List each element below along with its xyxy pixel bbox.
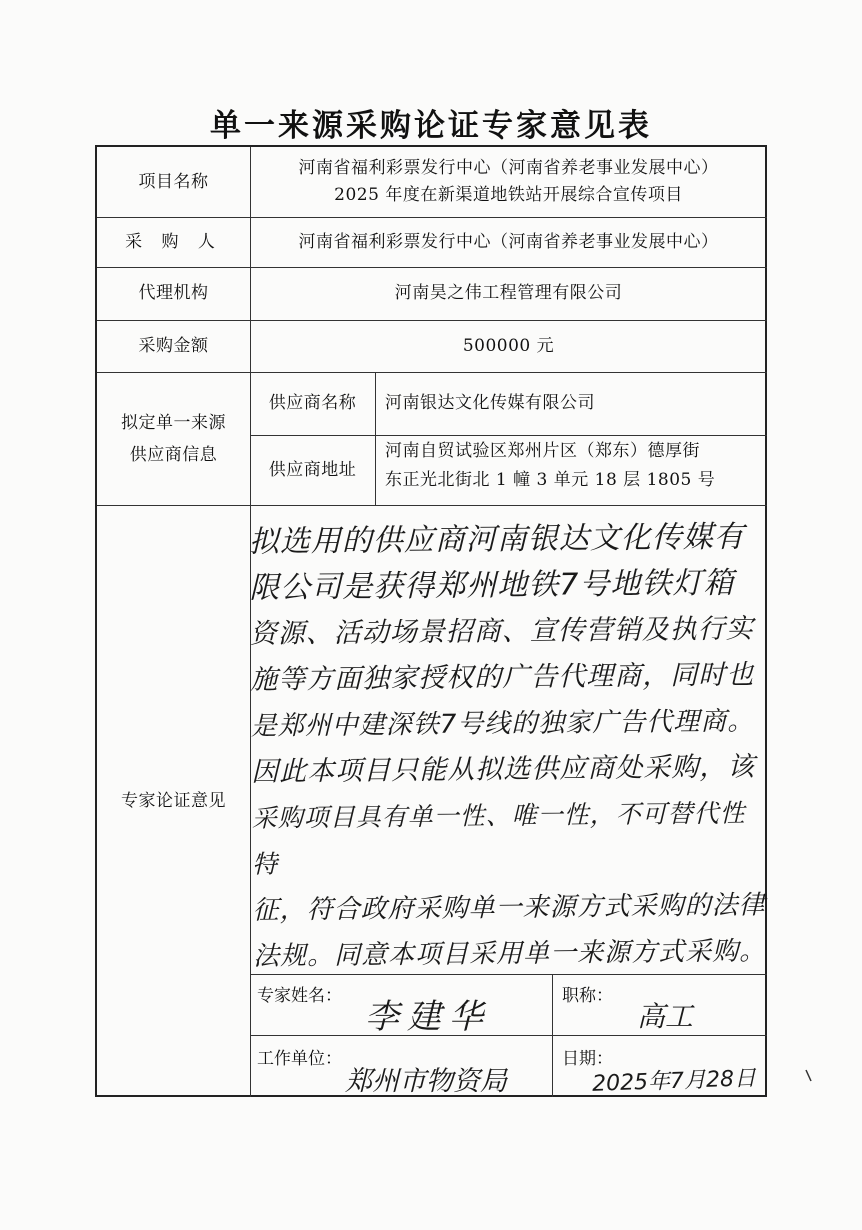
expert-signature: 李建华 xyxy=(365,997,491,1037)
work-unit-label: 工作单位： xyxy=(257,1049,342,1069)
date-label: 日期： xyxy=(562,1049,613,1069)
supplier-address-label: 供应商地址 xyxy=(268,459,357,480)
supplier-info-label-line-1: 拟定单一来源 xyxy=(121,412,226,433)
project-name-line-1: 河南省福利彩票发行中心（河南省养老事业发展中心） xyxy=(298,158,719,178)
purchaser-label: 采 购 人 xyxy=(125,231,222,252)
amount-value: 500000 元 xyxy=(462,335,555,356)
opinion-line: 资源、活动场景招商、宣传营销及执行实 xyxy=(249,613,754,650)
opinion-line: 征，符合政府采购单一来源方式采购的法律 xyxy=(252,890,766,926)
supplier-info-label-line-2: 供应商信息 xyxy=(129,444,218,465)
opinion-line: 拟选用的供应商河南银达文化传媒有 xyxy=(248,519,745,560)
supplier-name-value: 河南银达文化传媒有限公司 xyxy=(385,393,595,413)
opinion-line: 法规。同意本项目采用单一来源方式采购。 xyxy=(253,936,767,972)
purchaser-value: 河南省福利彩票发行中心（河南省养老事业发展中心） xyxy=(298,231,719,252)
agency-value: 河南昊之伟工程管理有限公司 xyxy=(394,283,623,303)
expert-name-label: 专家姓名： xyxy=(257,986,342,1006)
supplier-address-line-2: 东正光北街北 1 幢 3 单元 18 层 1805 号 xyxy=(385,470,716,490)
document-title: 单一来源采购论证专家意见表 xyxy=(210,108,652,144)
date-value: 2025年7月28日 xyxy=(591,1066,757,1097)
expert-opinion-label: 专家论证意见 xyxy=(121,790,226,811)
opinion-line: 是郑州中建深铁7号线的独家广告代理商。 xyxy=(250,706,755,742)
project-name-label: 项目名称 xyxy=(138,171,209,192)
title-label: 职称： xyxy=(562,986,613,1006)
opinion-line: 因此本项目只能从拟选供应商处采购，该 xyxy=(251,751,756,788)
work-unit-value: 郑州市物资局 xyxy=(345,1066,507,1097)
project-name-value xyxy=(250,151,767,213)
title-value: 高工 xyxy=(637,1000,694,1033)
supplier-address-value xyxy=(375,437,767,503)
opinion-form-table xyxy=(95,145,767,1097)
supplier-info-label xyxy=(97,372,250,505)
agency-label: 代理机构 xyxy=(138,283,209,303)
expert-opinion-handwriting xyxy=(249,514,770,979)
opinion-line: 采购项目具有单一性、唯一性，不可替代性特 xyxy=(251,798,746,879)
opinion-line: 限公司是获得郑州地铁7号地铁灯箱 xyxy=(249,565,735,606)
amount-label: 采购金额 xyxy=(138,335,209,356)
opinion-line: 施等方面独家授权的广告代理商，同时也 xyxy=(250,659,755,696)
project-name-line-2: 2025 年度在新渠道地铁站开展综合宣传项目 xyxy=(334,185,683,205)
supplier-name-label: 供应商名称 xyxy=(268,393,357,413)
supplier-address-line-1: 河南自贸试验区郑州片区（郑东）德厚街 xyxy=(385,441,700,461)
stray-pen-mark xyxy=(805,1068,813,1087)
